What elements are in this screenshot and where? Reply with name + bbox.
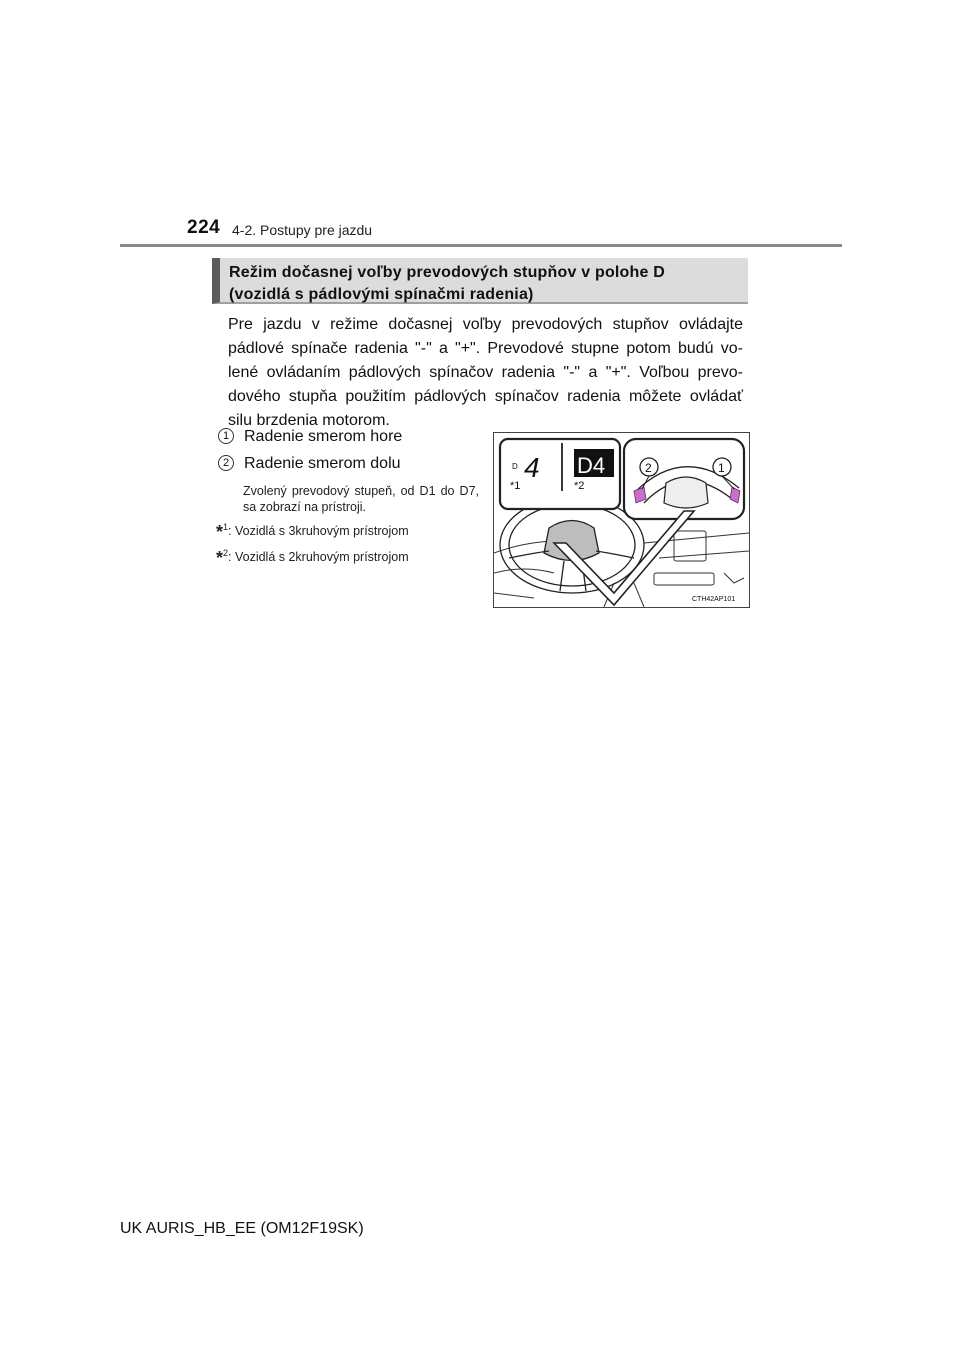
list-item-upshift <box>218 428 402 446</box>
item-label: Radenie smerom dolu <box>244 455 401 472</box>
footnote-star: * <box>216 548 224 569</box>
paddle-shift-illustration <box>493 432 750 608</box>
mark-star-2: *2 <box>574 480 585 492</box>
footnote-text: : Vozidlá s 2kruhovým prístrojom <box>228 550 409 565</box>
display-d4: D4 <box>577 453 606 478</box>
footnote-text: : Vozidlá s 3kruhovým prístrojom <box>228 524 409 539</box>
section-heading <box>212 258 748 304</box>
callout-1-label: 1 <box>718 461 725 475</box>
section-title-line2: (vozidlá s pádlovými spínačmi radenia) <box>229 286 534 303</box>
figure-code: CTH42AP101 <box>692 596 736 603</box>
display-3-dial <box>500 439 620 509</box>
list-item-downshift <box>218 455 401 473</box>
footnote-sup: 1 <box>223 522 229 532</box>
page-number: 224 <box>187 217 221 238</box>
footer-model-code: UK AURIS_HB_EE (OM12F19SK) <box>120 1220 364 1237</box>
header-divider <box>120 244 842 247</box>
footnote-1 <box>216 522 409 543</box>
display-gear-big: 4 <box>524 452 540 483</box>
section-title-line1: Režim dočasnej voľby prevodových stupňov v polohe D <box>229 264 666 281</box>
footnote-sup: 2 <box>223 548 229 558</box>
mark-star-1: *1 <box>510 480 521 492</box>
illustration-svg <box>494 433 749 607</box>
chapter-title: 4-2. Postupy pre jazdu <box>232 222 373 238</box>
footnote-star: * <box>216 522 224 543</box>
callout-2-label: 2 <box>645 461 652 475</box>
callout-number-2: 2 <box>218 455 234 471</box>
paddle-zoom-panel <box>624 439 744 519</box>
paragraph-text: Pre jazdu v režime dočasnej voľby prevodových stupňov ovládajte pádlové spínače radenia "-" a "+". Prevodové stupne potom budú vo-lené ovládaním pádlových spínačov radenia "-" a "+". Voľbou prevo-dového stupňa použitím pádlových spínačov radenia môžete ovládať silu brzdenia motorom. <box>228 316 743 429</box>
callout-number-1: 1 <box>218 428 234 444</box>
footnote-2 <box>216 548 409 569</box>
gear-note: Zvolený prevodový stupeň, od D1 do D7, sa zobrazí na prístroji. <box>243 484 479 514</box>
body-paragraph <box>228 313 743 433</box>
item-label: Radenie smerom hore <box>244 428 403 445</box>
display-d-small: D <box>512 462 518 471</box>
